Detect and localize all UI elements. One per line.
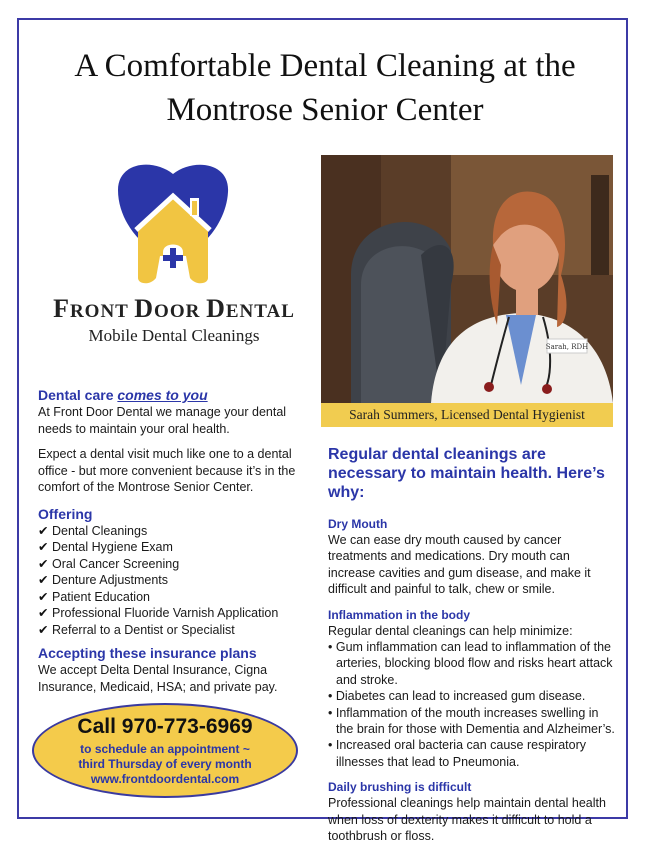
- schedule-text: to schedule an appointment ~ third Thursday of every month www.frontdoordental.com: [34, 742, 296, 787]
- hygienist-photo: [321, 155, 613, 403]
- care-paragraph-1: At Front Door Dental we manage your dental needs to maintain your oral health.: [38, 405, 287, 436]
- check-icon: ✔: [38, 556, 49, 571]
- brand-name: FRONT DOOR DENTAL: [53, 294, 295, 323]
- list-item: ✔ Oral Cancer Screening: [38, 556, 180, 571]
- title-line-2: Montrose Senior Center: [166, 92, 484, 128]
- name-badge: Sarah, RDH: [545, 343, 589, 351]
- check-icon: ✔: [38, 573, 49, 587]
- inflammation-intro: Regular dental cleanings can help minimize:: [328, 623, 573, 638]
- list-item: • Inflammation of the mouth increases swelling in the brain for those with Dementia and Alzheimer’s.: [328, 705, 615, 737]
- dry-mouth-heading: Dry Mouth: [328, 517, 388, 531]
- check-icon: ✔: [38, 622, 49, 637]
- title-line-1: A Comfortable Dental Cleaning at the: [74, 48, 576, 84]
- check-icon: ✔: [38, 606, 49, 620]
- list-item: ✔ Dental Cleanings: [38, 523, 148, 538]
- insurance-heading: Accepting these insurance plans: [38, 645, 257, 661]
- offering-heading: Offering: [38, 505, 93, 522]
- brushing-paragraph: Professional cleanings help maintain dental health when loss of dexterity makes it difficult to hold a toothbrush or floss.: [328, 796, 606, 844]
- dry-mouth-paragraph: We can ease dry mouth caused by cancer treatments and medications. Dry mouth can increase cavities and gum disease, and make it difficult and painful to talk, chew or smile.: [328, 533, 591, 597]
- website-link[interactable]: www.frontdoordental.com: [90, 772, 240, 786]
- phone-number[interactable]: Call 970-773-6969: [77, 715, 253, 738]
- inflammation-heading: Inflammation in the body: [328, 607, 471, 622]
- call-to-action-oval: [32, 703, 298, 798]
- check-icon: ✔: [38, 540, 49, 554]
- left-column: [38, 386, 308, 695]
- list-item: • Diabetes can lead to increased gum disease.: [328, 689, 586, 704]
- list-item: • Increased oral bacteria can cause respiratory illnesses that lead to Pneumonia.: [328, 738, 587, 769]
- check-icon: ✔: [38, 589, 49, 604]
- brand-subtitle: Mobile Dental Cleanings: [88, 326, 260, 345]
- photo-caption: Sarah Summers, Licensed Dental Hygienist: [321, 403, 613, 427]
- list-item: ✔ Referral to a Dentist or Specialist: [38, 622, 235, 637]
- insurance-paragraph: We accept Delta Dental Insurance, Cigna Insurance, Medicaid, HSA; and private pay.: [38, 663, 278, 694]
- brushing-heading: Daily brushing is difficult: [328, 780, 472, 795]
- list-item: • Gum inflammation can lead to inflammation of the arteries, blocking blood flow and risks heart attack and stroke.: [328, 640, 613, 687]
- offering-list: [38, 523, 308, 639]
- care-heading: Dental care comes to you: [38, 387, 208, 403]
- list-item: ✔ Professional Fluoride Varnish Application: [38, 606, 279, 620]
- inflammation-list: [328, 639, 618, 770]
- care-paragraph-2: Expect a dental visit much like one to a dental office - but more convenient because it’s in the comfort of the Montrose Senior Center.: [38, 447, 296, 494]
- check-icon: ✔: [38, 523, 49, 538]
- list-item: ✔ Denture Adjustments: [38, 573, 169, 587]
- right-column: [328, 445, 618, 845]
- list-item: ✔ Dental Hygiene Exam: [38, 540, 173, 554]
- list-item: ✔ Patient Education: [38, 589, 150, 604]
- page-title: [20, 44, 630, 132]
- why-heading: Regular dental cleanings are necessary to maintain health. Here’s why:: [328, 446, 605, 501]
- front-door-dental-logo: [108, 160, 238, 290]
